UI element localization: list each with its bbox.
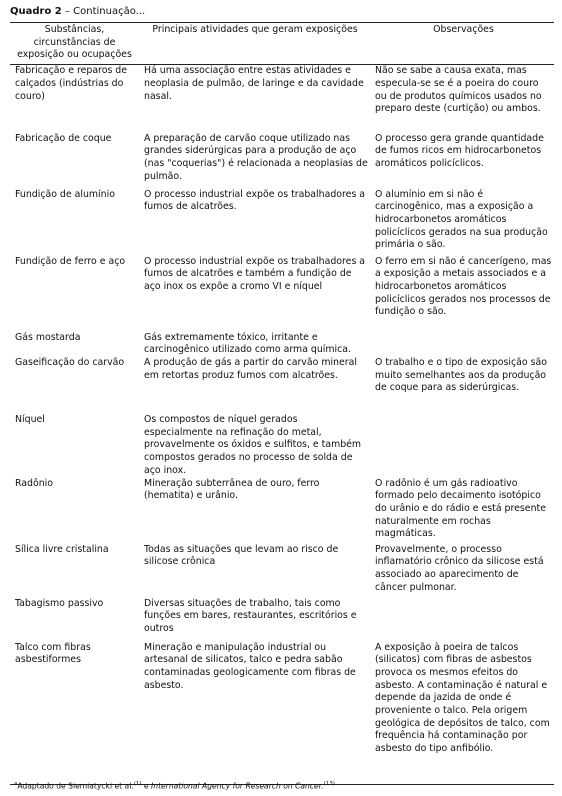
observations-cell: Não se sabe a causa exata, mas especula-se se é a poeira do couro ou de produtos químicos usados no preparo deste (curtição) ou ambos. [375,65,542,115]
activities-cell: Diversas situações de trabalho, tais como funções em bares, restaurantes, escritórios e outros [144,597,357,634]
substance-cell: Fabricação e reparos de calçados (indústrias do couro) [15,65,128,102]
observations-cell [371,332,554,357]
table-row [10,133,554,189]
header-observations: Observações [433,24,494,35]
table-row [10,414,554,478]
footnote-ref-1: (1) [133,781,142,787]
table-row [10,332,554,357]
observations-cell: O alumínio em si não é carcinogênico, mas a exposição a hidrocarbonetos aromáticos policíclicos gerados na sua produção primária o são. [375,188,548,251]
footnote-lead: Adaptado de Siemiatycki et al. [17,781,134,791]
activities-cell: Todas as situações que levam ao risco de silicose crônica [144,543,339,568]
table-row [10,256,554,332]
observations-cell: O trabalho e o tipo de exposição são muito semelhantes aos da produção de coque para as siderúrgicas. [375,357,548,394]
activities-cell: Os compostos de níquel gerados especialmente na refinação do metal, provavelmente os óxidos e sulfitos, e também compostos gerados no processo de solda de aço inox. [144,414,362,476]
occupational-exposure-table [10,22,554,785]
observations-cell [371,598,554,642]
activities-cell: O processo industrial expõe os trabalhadores a fumos de alcatrões. [144,188,366,213]
table-row [10,478,554,544]
substance-cell: Fabricação de coque [15,132,112,144]
observations-cell: Provavelmente, o processo inflamatório crônico da silicose está associado ao aparecimento de câncer pulmonar. [375,543,544,593]
caption-text: Continuação... [73,6,146,17]
table-body [10,65,554,785]
activities-cell: A produção de gás a partir do carvão mineral em retortas produz fumos com alcatrões. [144,357,357,381]
observations-cell: A exposição à poeira de talcos (silicatos) com fibras de asbestos provoca os mesmos efeitos do asbesto. A contaminação é natural e depende da jazida de onde é proveniente o talco. Pela origem geológica de depósitos de talco, com frequência há contaminação por asbesto do tipo anfibólio. [375,641,550,755]
activities-cell: Mineração subterrânea de ouro, ferro (hematita) e urânio. [144,477,320,502]
header-substances: Substâncias, circunstâncias de exposição ou ocupações [17,24,132,61]
activities-cell: Há uma associação entre estas atividades e neoplasia de pulmão, de laringe e da cavidade nasal. [144,65,364,102]
substance-cell: Radônio [15,477,54,489]
substance-cell: Fundição de ferro e aço [15,255,126,267]
table-row [10,65,554,133]
observations-cell: O ferro em si não é cancerígeno, mas a exposição a metais associados e a hidrocarbonetos aromáticos policíclicos gerados nos processos de fundição o são. [375,255,552,318]
substance-cell: Níquel [15,414,45,426]
substance-cell: Tabagismo passivo [15,597,104,609]
footnote-mid: e [141,781,152,791]
activities-cell: A preparação de carvão coque utilizado nas grandes siderúrgicas para a produção de aço (nas "coquerias") é relacionada a neoplasias de pulmão. [144,132,368,182]
table-row [10,642,554,785]
substance-cell: Gaseificação do carvão [15,357,125,369]
substance-cell: Sílica livre cristalina [15,543,109,555]
observations-cell: O processo gera grande quantidade de fumos ricos em hidrocarbonetos aromáticos policíclicos. [375,132,544,170]
footnote-agency: International Agency for Research on Cancer. [151,781,324,791]
footnote-mark: a [14,781,18,787]
table-row [10,189,554,256]
observations-cell: O radônio é um gás radioativo formado pelo decaimento isotópico do urânio e do rádio e está presente naturalmente em rochas magmáticas. [375,477,546,540]
activities-cell: Mineração e manipulação industrial ou artesanal de silicatos, talco e pedra sabão contaminadas geologicamente com fibras de asbesto. [144,641,356,691]
observations-cell [371,414,554,478]
table-header-row [10,23,554,65]
table-row [10,598,554,642]
footnote [14,778,335,793]
substance-cell: Talco com fibras asbestiformes [15,641,91,666]
activities-cell: O processo industrial expõe os trabalhadores a fumos de alcatrões e também a fundição de aço inox os expõe a cromo VI e níquel [144,255,366,293]
caption-label: Quadro 2 [10,6,62,17]
table-row [10,357,554,414]
activities-cell: Gás extremamente tóxico, irritante e carcinogênico utilizado como arma química. [144,331,352,356]
header-activities: Principais atividades que geram exposições [152,24,358,35]
table-caption [10,6,145,19]
footnote-ref-2: (13) [323,781,335,787]
caption-dash: – [61,6,74,17]
substance-cell: Fundição de alumínio [15,188,115,200]
substance-cell: Gás mostarda [15,331,81,343]
table-row [10,544,554,598]
